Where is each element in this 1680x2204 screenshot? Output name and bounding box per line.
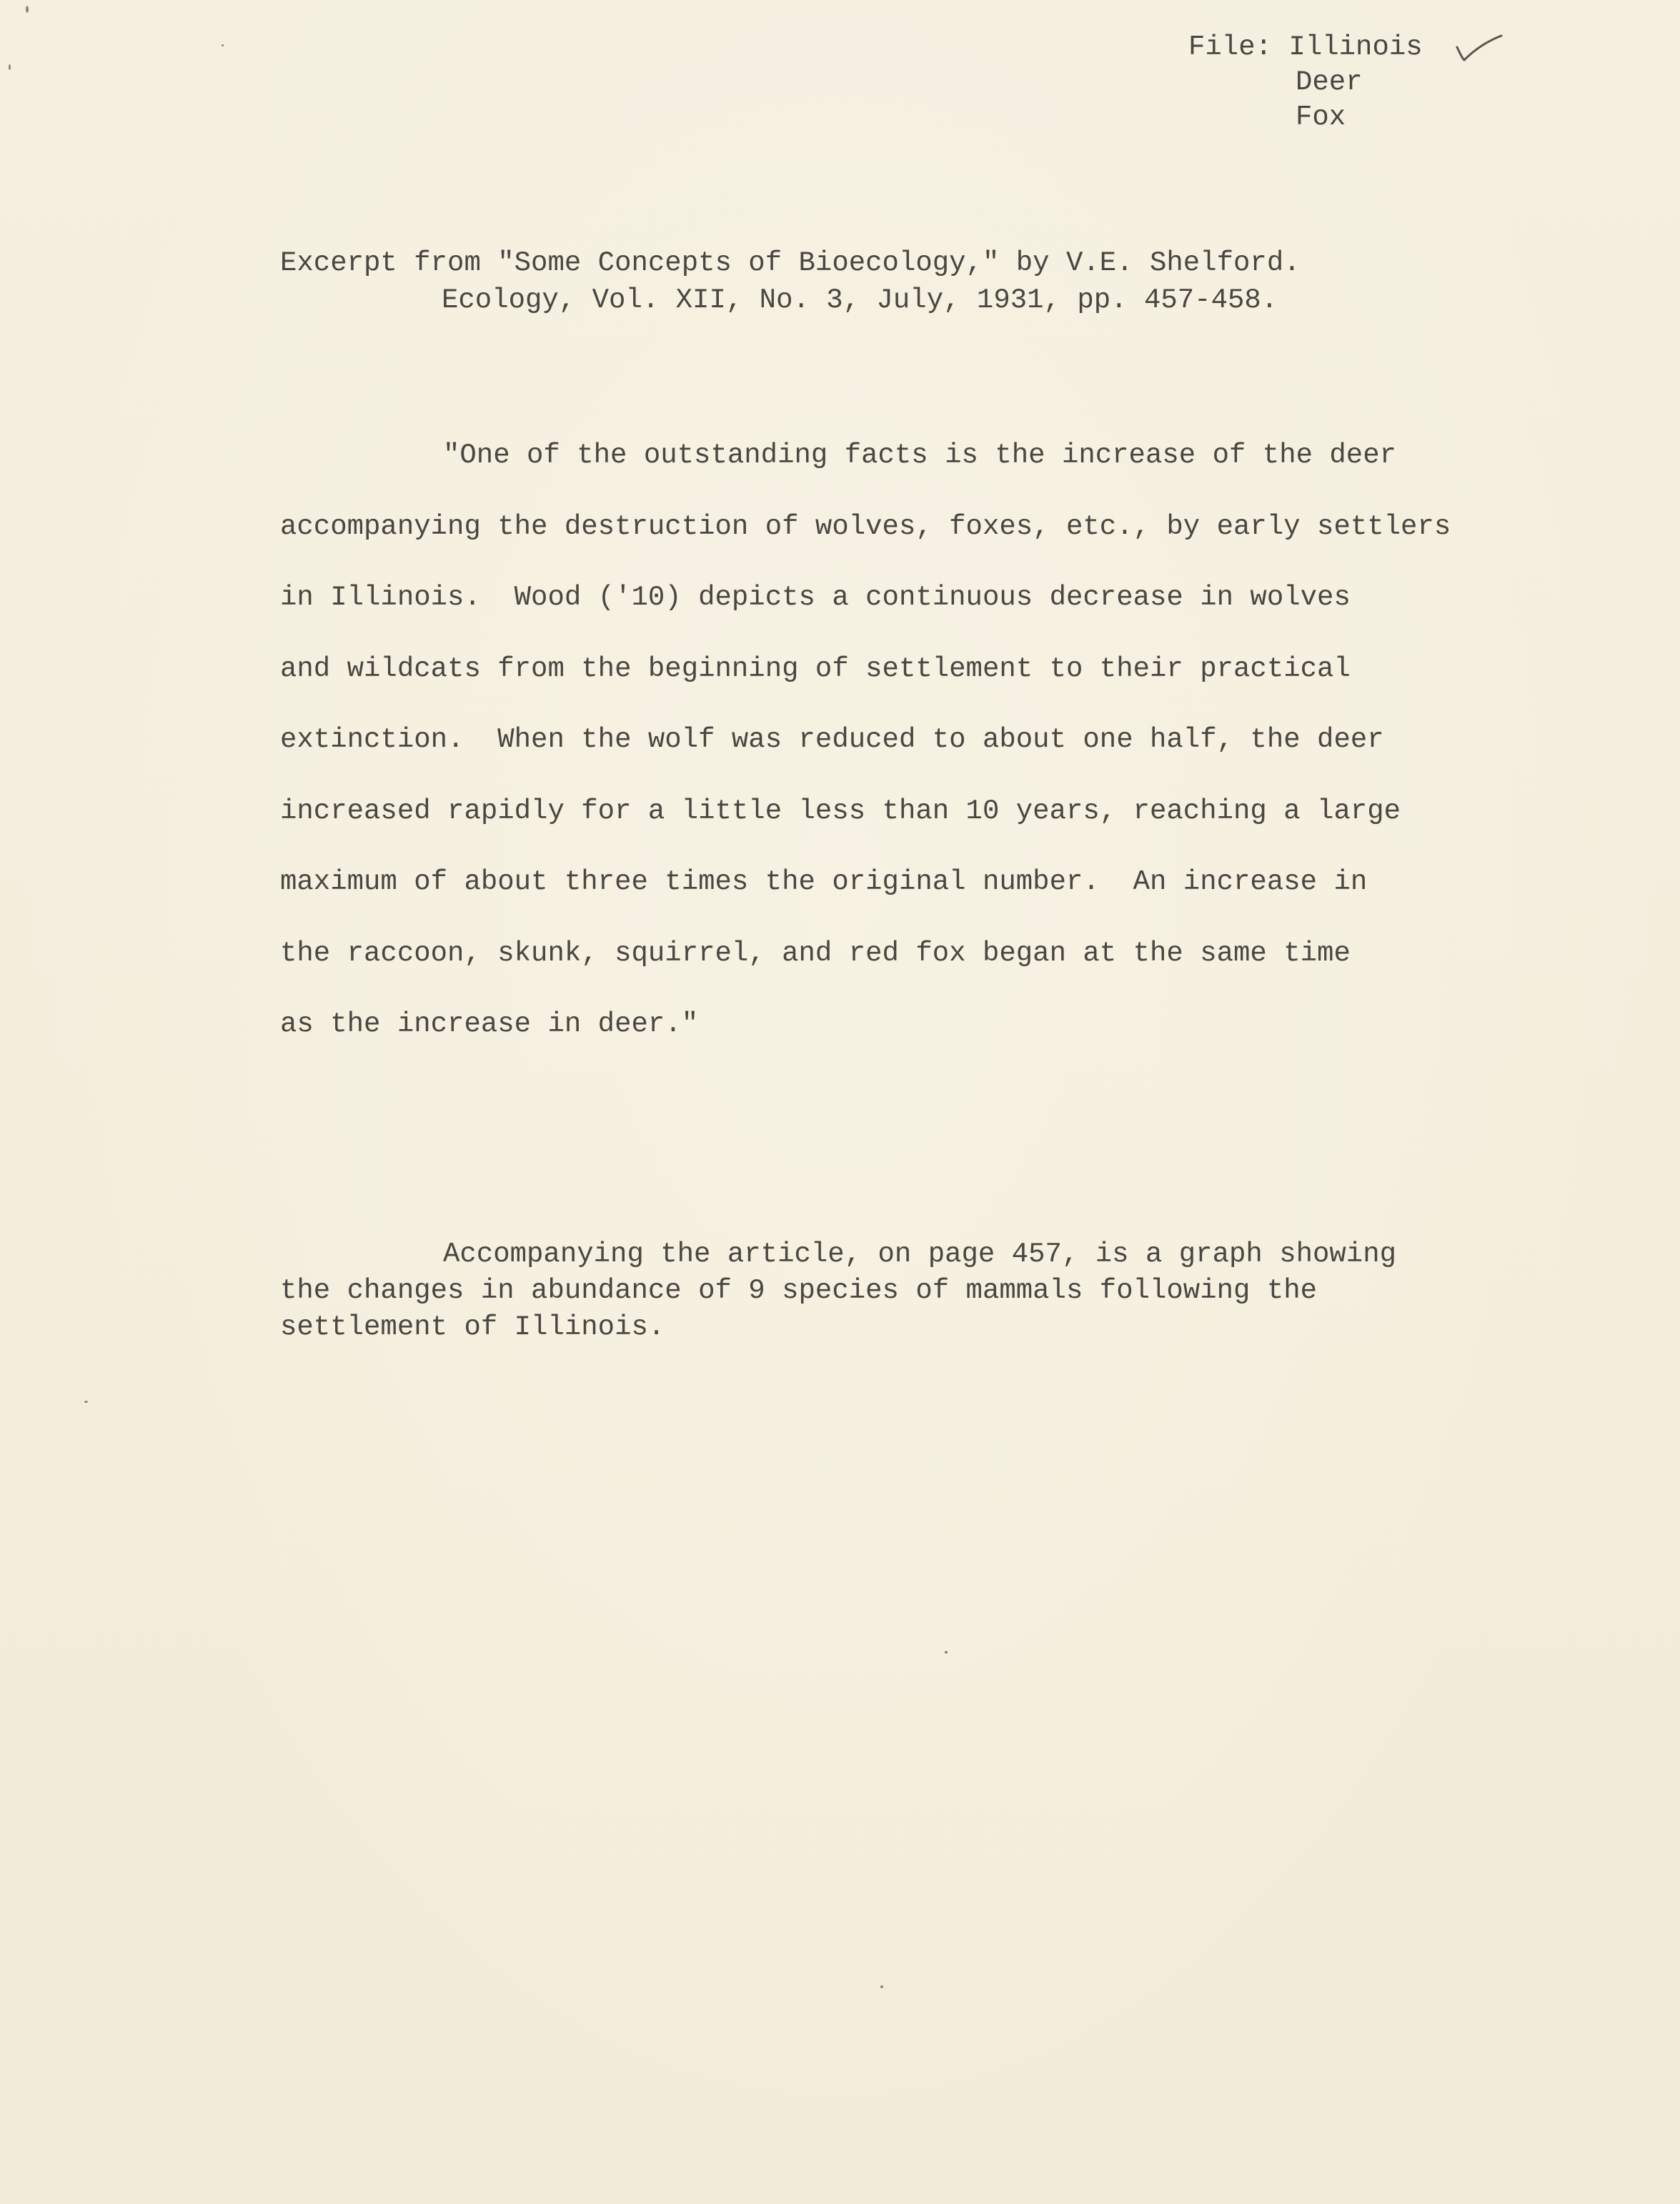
file-label-line-3: Fox (1296, 101, 1346, 133)
paper-speck (222, 44, 224, 46)
paper-speck (84, 1401, 88, 1403)
quote-line: the raccoon, skunk, squirrel, and red fox began at the same time (280, 937, 1351, 969)
citation-line-2: Ecology, Vol. XII, No. 3, July, 1931, pp. 457-458. (442, 284, 1278, 316)
quote-line: maximum of about three times the original number. An increase in (280, 866, 1368, 898)
paper-speck (880, 1985, 883, 1988)
quote-line: as the increase in deer." (280, 1008, 699, 1040)
handwritten-check-mark-icon (1454, 31, 1504, 67)
paper-speck (945, 1651, 948, 1654)
quote-line: "One of the outstanding facts is the increase of the deer (443, 440, 1397, 471)
paper-speck (9, 64, 11, 70)
quote-line: increased rapidly for a little less than 10 years, reaching a large (280, 795, 1401, 827)
file-label-line-1: File: Illinois (1188, 31, 1423, 63)
citation-block (280, 244, 1301, 319)
quote-line: extinction. When the wolf was reduced to about one half, the deer (280, 724, 1384, 755)
file-label-block (1188, 30, 1423, 135)
note-line: settlement of Illinois. (280, 1311, 665, 1343)
file-label-line-2: Deer (1296, 66, 1363, 98)
note-line: the changes in abundance of 9 species of mammals following the (280, 1275, 1318, 1306)
note-line: Accompanying the article, on page 457, is a graph showing (443, 1238, 1397, 1270)
paper-speck (26, 6, 29, 13)
quote-paragraph (280, 420, 1451, 1061)
quote-line: in Illinois. Wood ('10) depicts a continuous decrease in wolves (280, 582, 1351, 613)
quote-line: and wildcats from the beginning of settlement to their practical (280, 652, 1351, 685)
note-paragraph (280, 1236, 1396, 1346)
quote-line: accompanying the destruction of wolves, foxes, etc., by early settlers (280, 510, 1451, 542)
citation-line-1: Excerpt from "Some Concepts of Bioecology," by V.E. Shelford. (280, 247, 1301, 279)
